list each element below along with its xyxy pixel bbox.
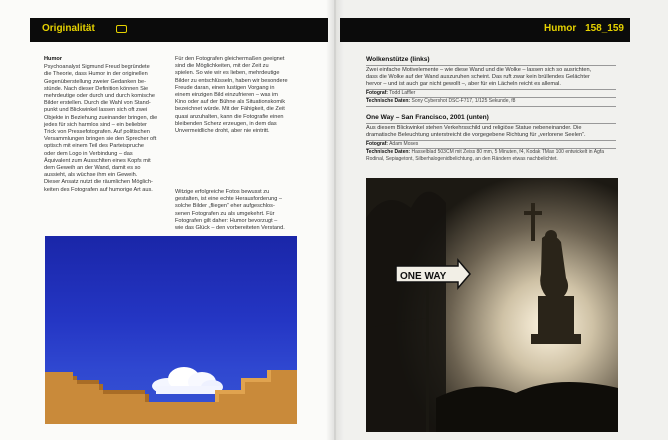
caption-rule [366,123,616,124]
text-line: mehrdeutige oder durch und durch komische [44,93,156,100]
right-header-bar [340,18,630,42]
text-line: Für den Fotografen gleichermaßen geeignet [175,56,285,62]
book-gutter [326,0,344,440]
photographer-name: Todd Laffler [389,90,416,96]
tag-icon [116,25,127,33]
text-line: Witzige erfolgreiche Fotos bewusst zu [175,189,270,195]
text-line: gestalten, ist eine echte Herausforderung – [175,196,282,203]
text-line: keiten des Fotografen auf humorige Art aus. [44,186,153,193]
oneway-caption-text [366,125,586,139]
photographer-label: Fotograf: [366,90,388,96]
text-line: Psychoanalyst Sigmund Freud begründete [44,64,150,71]
caption-title: Wolkenstütze (links) [366,56,430,63]
text-line: einem einzigen Bild einzufrieren – was im [175,92,278,99]
tech-data [366,98,515,105]
tech-label: Technische Daten: [366,98,411,104]
text-line: Gegenüberstellung zweier Gedanken be- [44,78,146,85]
cloud-wall-photo [45,236,297,424]
left-header-bar [30,18,328,42]
text-line: Freude daran, einen lustigen Vorgang in [175,84,275,91]
text-line: oder dem Logo in Verbindung – das [44,150,133,157]
cloud-caption-text [366,67,591,88]
text-line: aussieht, als wüchse ihm ein Geweih. [44,172,138,179]
text-line: solche Bilder „fliegen“ eher aufgeschlos- [175,203,275,210]
tech-value: Hasselblad 503CM mit Zeiss 80 mm, 5 Minuten, f4, Kodak TMax 100 entwickelt in Agfa [411,149,604,155]
foreground-bushes [436,382,618,432]
text-line: stünde. Nach dieser Definition können Sie [44,85,149,92]
section-heading: Humor [44,56,63,62]
text-line: wie das Glück – den vorbereiteten Verstand. [175,225,285,232]
photographer-credit [366,90,415,97]
caption-line: dramatische Beleuchtung unterstreicht die vorgegebene Richtung für „verlorene Seelen“. [366,132,586,138]
text-line: Fotografen gilt daher: Humor bevorzugt – [175,217,278,224]
text-line: Bilder erstellen. Durch die Wahl von Stand- [44,100,151,107]
tech-label: Technische Daten: [366,149,411,155]
text-line: bleibenden Scherz erzeugen, in dem das [175,120,277,127]
text-line: Bilder zu entschlüsseln, haben wir besondere [175,77,288,84]
middle-column-text [175,56,288,135]
photographer-name: Adam Moses [389,141,419,147]
section-label: Originalität [42,23,95,34]
oneway-caption-block [366,114,489,121]
text-line: quasi anzuhalten, kann die Fotografie einen [175,113,284,120]
middle-column-text-2 [175,189,285,232]
text-line: Objekte in Beziehung zueinander bringen, die [44,114,158,121]
tech-data [366,149,604,163]
text-line: jedes für sich harmlos sind – ein beliebter [44,121,147,128]
tree-silhouettes [366,192,446,432]
page-numbers: 158_159 [585,23,624,34]
text-line: spielen. So wie wir es lieben, mehrdeutige [175,70,280,77]
text-line: sind die Möglichkeiten, mit der Zeit zu [175,63,269,70]
text-line: Unvermeidliche droht, aber nie eintritt. [175,128,270,135]
photographer-label: Fotograf: [366,141,388,147]
one-way-photo [366,178,618,432]
text-line: punkt und Blickwinkel lassen sich oft zwei [44,107,148,114]
photographer-credit [366,141,418,148]
caption-title: One Way – San Francisco, 2001 (unten) [366,114,489,121]
cloud-caption-block [366,56,430,63]
text-line: Kino oder auf der Bühne als Situationskomik [175,99,286,106]
text-line: Versammlungen bringen sie den Sprecher oft [44,136,157,143]
text-line: Dieser Ansatz nutzt die räumlichen Möglich- [44,179,153,186]
text-line: optisch mit einem Teil des Parteispruche [44,143,145,150]
left-column-text [44,56,157,194]
adobe-wall-shape [45,364,297,424]
caption-rule [366,106,616,107]
text-line: bezeichnet würde. Mit der Fähigkeit, die Zeit [175,106,285,113]
caption-rule [366,65,616,66]
text-line: Äquivalent zum Ausschlten eines Kopfs mit [44,157,151,164]
one-way-scene [366,178,618,432]
caption-line: Zwei einfache Motivelemente – wie diese Wand und die Wolke – lassen sich so ausrichten, [366,67,592,73]
tech-value: Sony Cybershot DSC-F717, 1/125 Sekunde, f8 [411,98,516,104]
caption-line: hervor – und ist auch gar nicht gewollt –, aber für ein Lächeln reicht es allemal. [366,81,561,87]
chapter-label: Humor [544,23,577,34]
text-line: senen Fotografen zu als umgekehrt. Für [175,210,275,217]
sign-text: ONE WAY [400,271,447,282]
text-line: Trick von Pressefotografen. Auf politischen [44,129,150,136]
tech-value: Rodinal, Sepiagetont, Silberhalogenidbelichtung, an den Rändern etwas nachbelichtet. [366,156,558,162]
caption-line: Aus diesem Blickwinkel stehen Verkehrsschild und religiöse Statue nebeneinander. Die [366,125,582,131]
text-line: dem Geweih an der Wand, damit es so [44,165,141,172]
caption-line: dass die Wolke auf der Wand auszuruhen scheint. Das ruft zwar kein brüllendes Gelächter [366,74,590,80]
text-line: die Theorie, dass Humor in der originellen [44,71,148,78]
page-header-right [538,23,624,35]
